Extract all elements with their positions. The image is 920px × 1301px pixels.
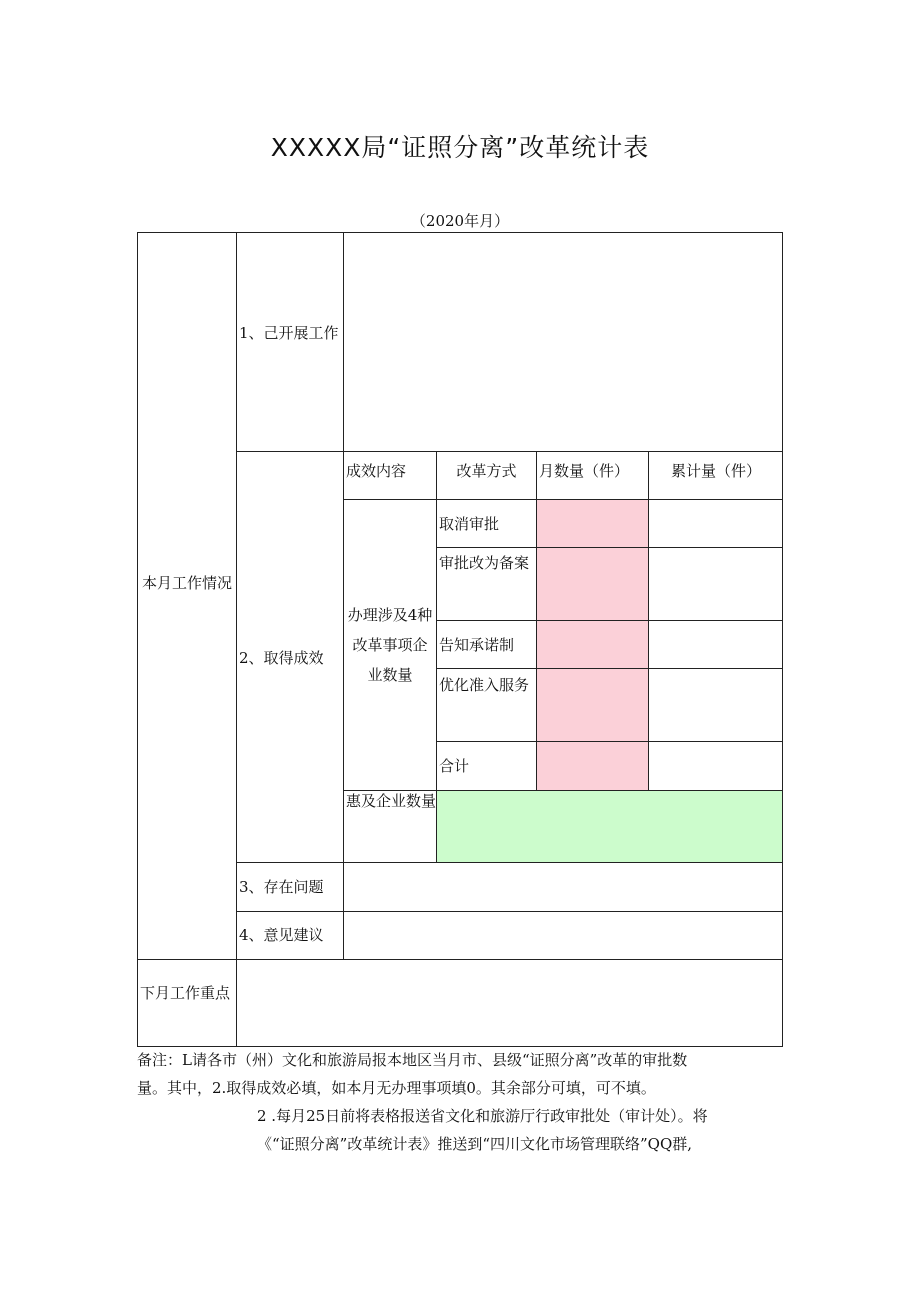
col-content-header: 成效内容 — [346, 462, 407, 480]
note-line-3: 2 .每月25日前将表格报送省文化和旅游厅行政审批处（审计处）。将 — [257, 1107, 708, 1125]
problems-label: 3、存在问题 — [239, 878, 324, 896]
method-total: 合计 — [439, 757, 470, 775]
note-line-1: 备注：L请各市（州）文化和旅游局报本地区当月市、县级“证照分离”改革的审批数 — [137, 1051, 688, 1069]
method-approval-to-filing: 审批改为备案 — [439, 554, 530, 572]
report-date: （2020年月） — [410, 212, 510, 230]
method-cancel-approval: 取消审批 — [439, 515, 500, 533]
col-total-header: 累计量（件） — [670, 462, 761, 480]
col-month-header: 月数量（件） — [539, 462, 630, 480]
work-done-label: 1、己开展工作 — [239, 324, 339, 342]
month-quantity-fill — [537, 500, 648, 790]
note-line-2: 量。其中，2.取得成效必填，如本月无办理事项填0。其余部分可填，可不填。 — [137, 1079, 656, 1097]
row-header-this-month: 本月工作情况 — [141, 574, 232, 592]
enterprises-label: 办理涉及4种改革事项企业数量 — [347, 606, 433, 684]
page-title: XXXXX局“证照分离”改革统计表 — [270, 133, 650, 162]
method-notification-commitment: 告知承诺制 — [439, 636, 515, 654]
note-line-4: 《“证照分离”改革统计表》推送到“四川文化市场管理联络”QQ群, — [257, 1135, 693, 1153]
results-label: 2、取得成效 — [239, 649, 324, 667]
method-optimize-access: 优化准入服务 — [439, 676, 530, 694]
benefit-enterprises-label: 惠及企业数量 — [346, 792, 437, 810]
suggestions-label: 4、意见建议 — [239, 926, 324, 944]
benefit-enterprises-fill — [437, 790, 783, 862]
next-month-focus-label: 下月工作重点 — [140, 984, 231, 1002]
col-method-header: 改革方式 — [456, 462, 517, 480]
